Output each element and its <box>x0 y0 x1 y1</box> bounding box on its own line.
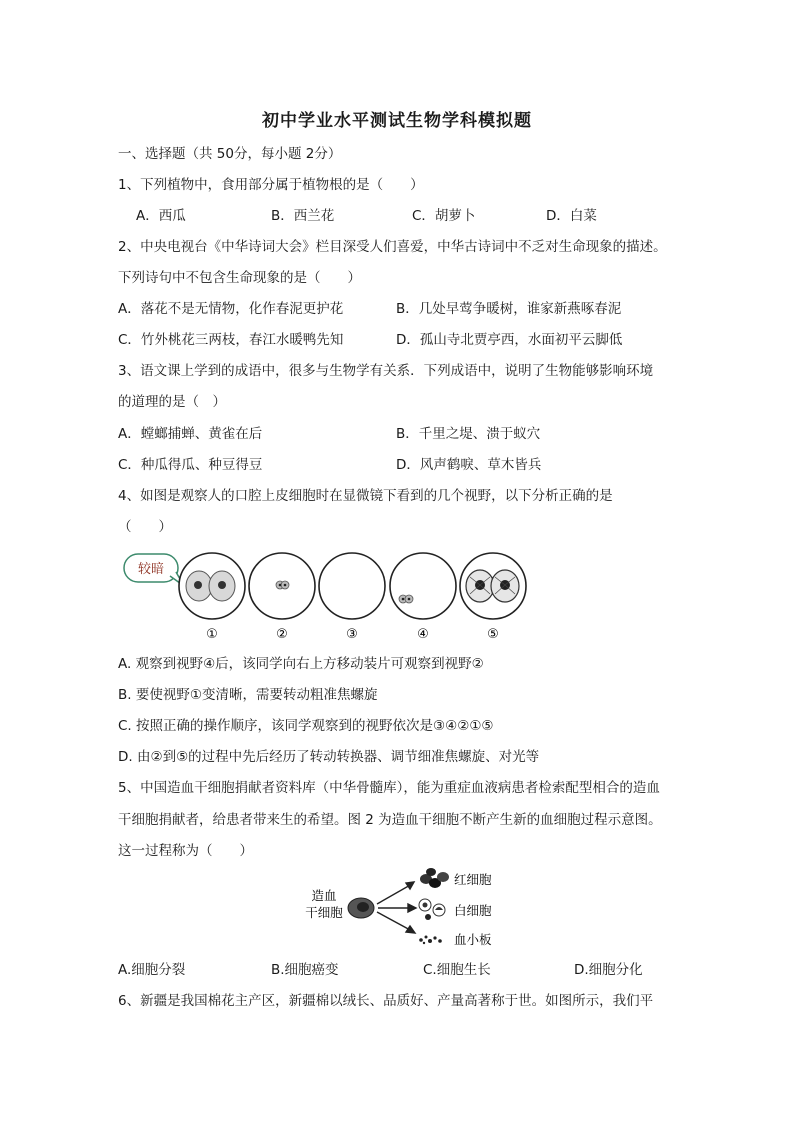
question-5-option-d: D.细胞分化 <box>574 962 643 978</box>
question-5-option-b: B.细胞癌变 <box>271 962 339 978</box>
red-blood-cells-drawing <box>420 868 449 888</box>
question-2-stem-line1: 2、中央电视台《中华诗词大会》栏目深受人们喜爱，中华古诗词中不乏对生命现象的描述。 <box>118 239 667 255</box>
question-1-option-b: B．西兰花 <box>271 208 335 224</box>
question-5-option-a: A.细胞分裂 <box>118 962 186 978</box>
page-title: 初中学业水平测试生物学科模拟题 <box>262 111 532 131</box>
question-5-stem-line1: 5、中国造血干细胞捐献者资料库（中华骨髓库），能为重症血液病患者检索配型相合的造血 <box>118 780 660 796</box>
question-6-stem-line1: 6、新疆是我国棉花主产区，新疆棉以绒长、品质好、产量高著称于世。如图所示，我们平 <box>118 993 654 1009</box>
question-1-stem: 1、下列植物中，食用部分属于植物根的是（ ） <box>118 177 424 193</box>
question-2-option-a: A．落花不是无情物，化作春泥更护花 <box>118 301 344 317</box>
platelets-drawing <box>419 936 442 945</box>
white-blood-cell-label: 白细胞 <box>454 903 492 918</box>
question-2-option-d: D．孤山寺北贾亭西，水面初平云脚低 <box>396 332 623 348</box>
field-4 <box>390 553 456 642</box>
question-3-option-a: A．螳螂捕蝉、黄雀在后 <box>118 426 263 442</box>
blood-cell-differentiation-figure <box>300 864 510 950</box>
question-4-stem-line1: 4、如图是观察人的口腔上皮细胞时在显微镜下看到的几个视野，以下分析正确的是 <box>118 488 613 504</box>
question-4-option-b: B. 要使视野①变清晰，需要转动粗准焦螺旋 <box>118 687 378 703</box>
stem-cell-label-line1: 造血 <box>311 888 337 903</box>
question-3-stem-line2: 的道理的是（ ） <box>118 394 226 410</box>
question-2-option-c: C．竹外桃花三两枝，春江水暖鸭先知 <box>118 332 344 348</box>
microscope-fields-figure <box>118 542 538 646</box>
section-heading: 一、选择题（共 50分，每小题 2分） <box>118 146 342 162</box>
question-3-stem-line1: 3、语文课上学到的成语中，很多与生物学有关系．下列成语中，说明了生物能够影响环境 <box>118 363 654 379</box>
stem-cell-drawing <box>348 898 374 918</box>
white-blood-cells-drawing <box>419 899 445 920</box>
red-blood-cell-label: 红细胞 <box>454 872 492 887</box>
field-label-5: ⑤ <box>487 627 499 642</box>
field-3 <box>319 553 385 642</box>
question-4-option-c: C. 按照正确的操作顺序，该同学观察到的视野依次是③④②①⑤ <box>118 718 494 734</box>
question-4-stem-line2: （ ） <box>118 519 172 535</box>
field-label-2: ② <box>276 627 288 642</box>
callout-bubble <box>124 554 184 586</box>
question-4-option-d: D. 由②到⑤的过程中先后经历了转动转换器、调节细准焦螺旋、对光等 <box>118 749 540 765</box>
question-5-stem-line2: 干细胞捐献者，给患者带来生的希望。图 2 为造血干细胞不断产生新的血细胞过程示意图。 <box>118 812 662 828</box>
question-3-option-d: D．风声鹤唳、草木皆兵 <box>396 457 542 473</box>
question-5-stem-line3: 这一过程称为（ ） <box>118 843 253 859</box>
stem-cell-label-line2: 干细胞 <box>305 905 343 920</box>
field-2 <box>249 553 315 642</box>
field-5 <box>460 553 526 642</box>
field-label-3: ③ <box>346 627 358 642</box>
differentiation-arrows <box>377 882 416 933</box>
question-4-option-a: A. 观察到视野④后，该同学向右上方移动装片可观察到视野② <box>118 656 484 672</box>
field-label-1: ① <box>206 627 218 642</box>
question-3-option-c: C．种瓜得瓜、种豆得豆 <box>118 457 263 473</box>
question-5-option-c: C.细胞生长 <box>423 962 491 978</box>
platelet-label: 血小板 <box>454 932 492 947</box>
question-1-option-d: D．白菜 <box>546 208 597 224</box>
question-1-option-c: C．胡萝卜 <box>412 208 476 224</box>
question-2-option-b: B．几处早莺争暖树，谁家新燕啄春泥 <box>396 301 622 317</box>
field-1 <box>179 553 245 642</box>
field-label-4: ④ <box>417 627 429 642</box>
question-3-option-b: B．千里之堤、溃于蚁穴 <box>396 426 541 442</box>
question-2-stem-line2: 下列诗句中不包含生命现象的是（ ） <box>118 270 361 286</box>
question-1-option-a: A．西瓜 <box>136 208 186 224</box>
callout-text: 较暗 <box>137 562 165 577</box>
